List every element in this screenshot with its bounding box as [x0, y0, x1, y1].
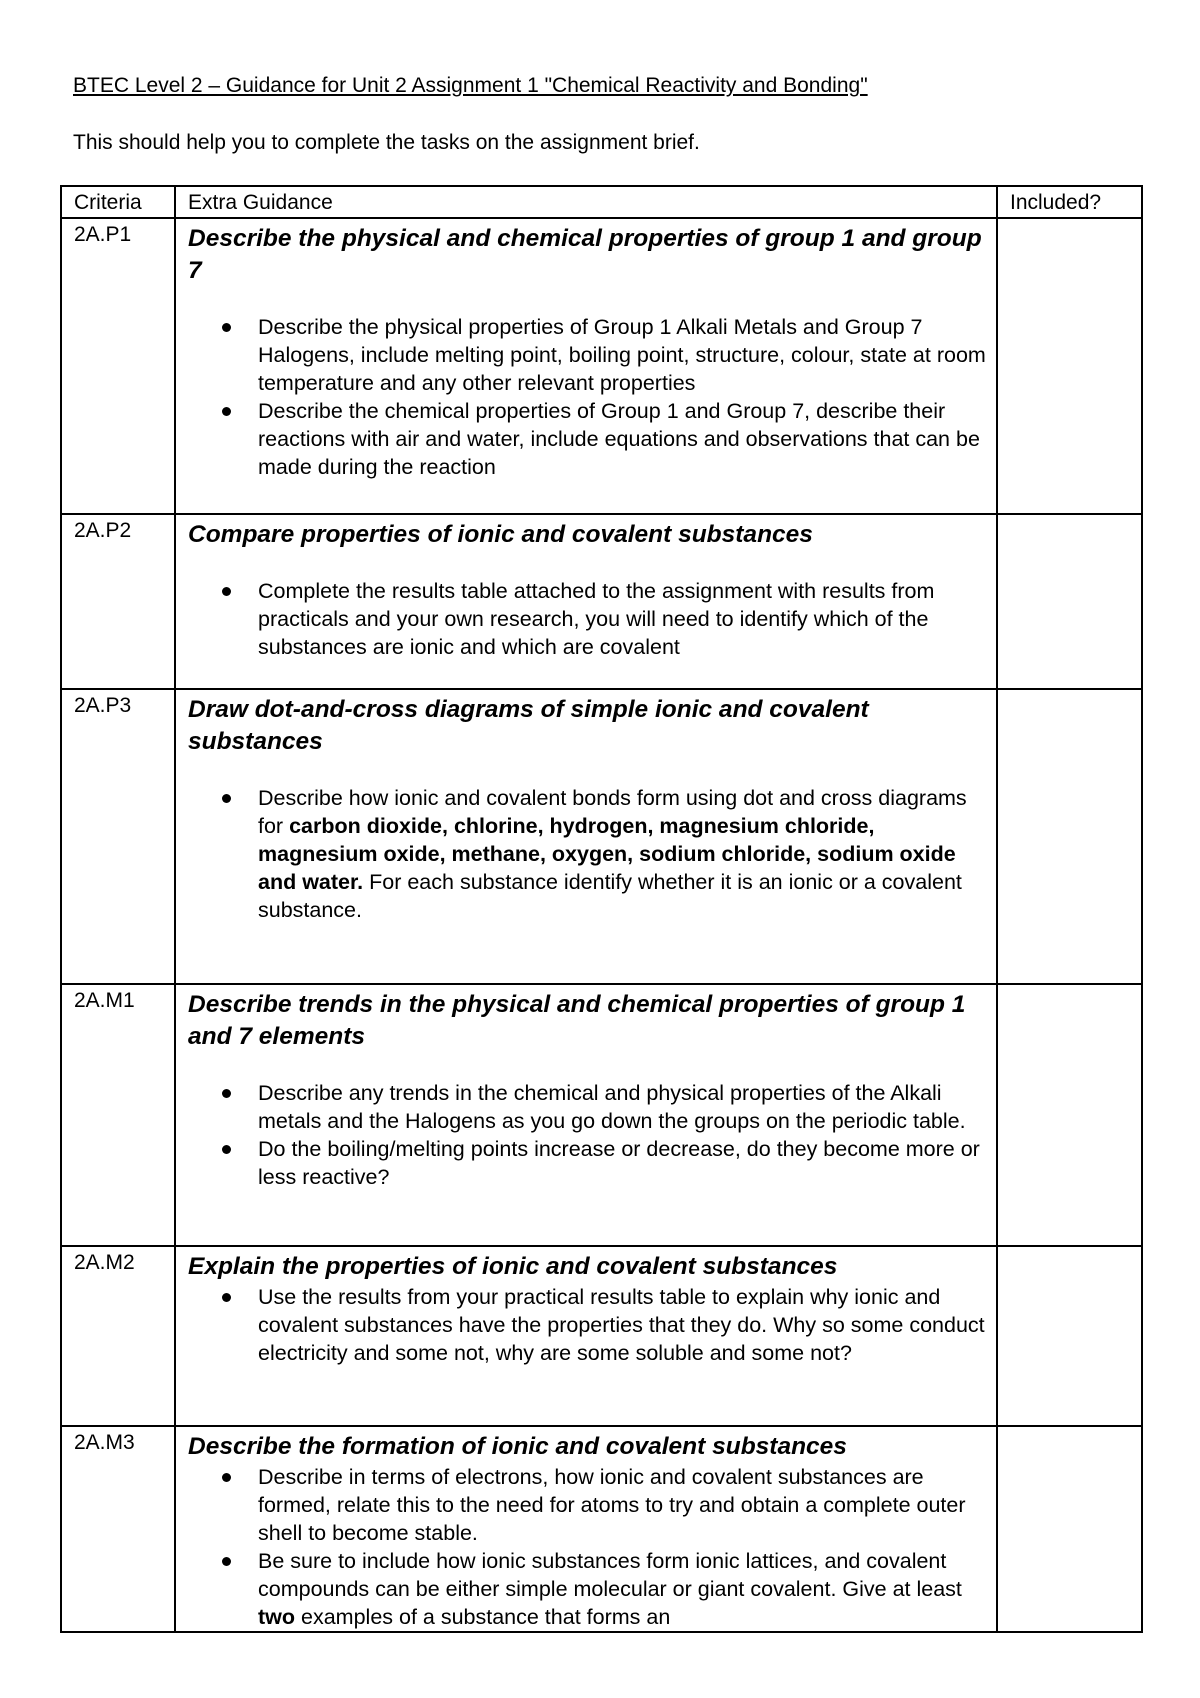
bullet-list — [188, 1079, 988, 1191]
table-row — [61, 514, 1142, 689]
bullet-bold-text: carbon dioxide, chlorine, hydrogen, magnesium chloride, magnesium oxide, methane, oxygen, sodium chloride, sodium oxide and water. — [258, 814, 956, 894]
column-header-extra-guidance: Extra Guidance — [175, 186, 997, 218]
guidance-cell — [175, 514, 997, 689]
bullet-bold-text: two — [258, 1605, 296, 1629]
criteria-title: Describe trends in the physical and chemical properties of group 1 and 7 elements — [188, 991, 966, 1050]
criteria-code: 2A.M3 — [61, 1426, 175, 1632]
page-title: BTEC Level 2 – Guidance for Unit 2 Assignment 1 "Chemical Reactivity and Bonding" — [73, 74, 868, 97]
table-row — [61, 1426, 1142, 1632]
criteria-code: 2A.P3 — [61, 689, 175, 984]
table-row — [61, 689, 1142, 984]
column-header-criteria: Criteria — [61, 186, 175, 218]
criteria-title: Describe the physical and chemical properties of group 1 and group 7 — [188, 225, 982, 284]
table-row — [61, 218, 1142, 514]
included-cell[interactable] — [997, 689, 1142, 984]
intro-text: This should help you to complete the tasks on the assignment brief. — [73, 131, 700, 154]
included-cell[interactable] — [997, 1426, 1142, 1632]
bullet-list — [188, 1463, 988, 1631]
criteria-title: Explain the properties of ionic and covalent substances — [188, 1253, 838, 1280]
list-item: Do the boiling/melting points increase or decrease, do they become more or less reactive? — [258, 1135, 988, 1191]
bullet-text: examples of a substance that forms an — [295, 1605, 671, 1629]
table-header-row — [61, 186, 1142, 218]
bullet-list — [188, 784, 988, 924]
list-item: Use the results from your practical results table to explain why ionic and covalent substances have the properties that they do. Why so some conduct electricity and some not, why are some soluble and some not? — [258, 1283, 988, 1367]
table-row — [61, 1246, 1142, 1426]
guidance-cell — [175, 689, 997, 984]
criteria-code: 2A.P1 — [61, 218, 175, 514]
criteria-title: Draw dot-and-cross diagrams of simple ionic and covalent substances — [188, 696, 869, 755]
bullet-text: Describe how ionic and covalent bonds form using dot and cross diagrams for — [258, 786, 967, 838]
criteria-code: 2A.M1 — [61, 984, 175, 1246]
list-item: Complete the results table attached to the assignment with results from practicals and your own research, you will need to identify which of the substances are ionic and which are covalent — [258, 577, 988, 661]
list-item: Describe the chemical properties of Group 1 and Group 7, describe their reactions with air and water, include equations and observations that can be made during the reaction — [258, 397, 988, 481]
list-item: Describe the physical properties of Group 1 Alkali Metals and Group 7 Halogens, include melting point, boiling point, structure, colour, state at room temperature and any other relevant properties — [258, 313, 988, 397]
bullet-list — [188, 313, 988, 481]
list-item — [258, 1547, 988, 1631]
criteria-code: 2A.M2 — [61, 1246, 175, 1426]
bullet-list — [188, 577, 988, 661]
table-row — [61, 984, 1142, 1246]
guidance-cell — [175, 218, 997, 514]
column-header-included: Included? — [997, 186, 1142, 218]
guidance-cell — [175, 1246, 997, 1426]
criteria-title: Describe the formation of ionic and covalent substances — [188, 1433, 847, 1460]
list-item: Describe in terms of electrons, how ionic and covalent substances are formed, relate this to the need for atoms to try and obtain a complete outer shell to become stable. — [258, 1463, 988, 1547]
criteria-title: Compare properties of ionic and covalent substances — [188, 521, 813, 548]
included-cell[interactable] — [997, 514, 1142, 689]
guidance-table — [60, 185, 1143, 1633]
criteria-code: 2A.P2 — [61, 514, 175, 689]
included-cell[interactable] — [997, 218, 1142, 514]
included-cell[interactable] — [997, 984, 1142, 1246]
bullet-text: For each substance identify whether it is an ionic or a covalent substance. — [258, 870, 962, 922]
guidance-cell — [175, 1426, 997, 1632]
included-cell[interactable] — [997, 1246, 1142, 1426]
bullet-list — [188, 1283, 988, 1367]
list-item: Describe any trends in the chemical and physical properties of the Alkali metals and the Halogens as you go down the groups on the periodic table. — [258, 1079, 988, 1135]
bullet-text: Be sure to include how ionic substances form ionic lattices, and covalent compounds can be either simple molecular or giant covalent. Give at least — [258, 1549, 962, 1601]
list-item — [258, 784, 988, 924]
guidance-cell — [175, 984, 997, 1246]
